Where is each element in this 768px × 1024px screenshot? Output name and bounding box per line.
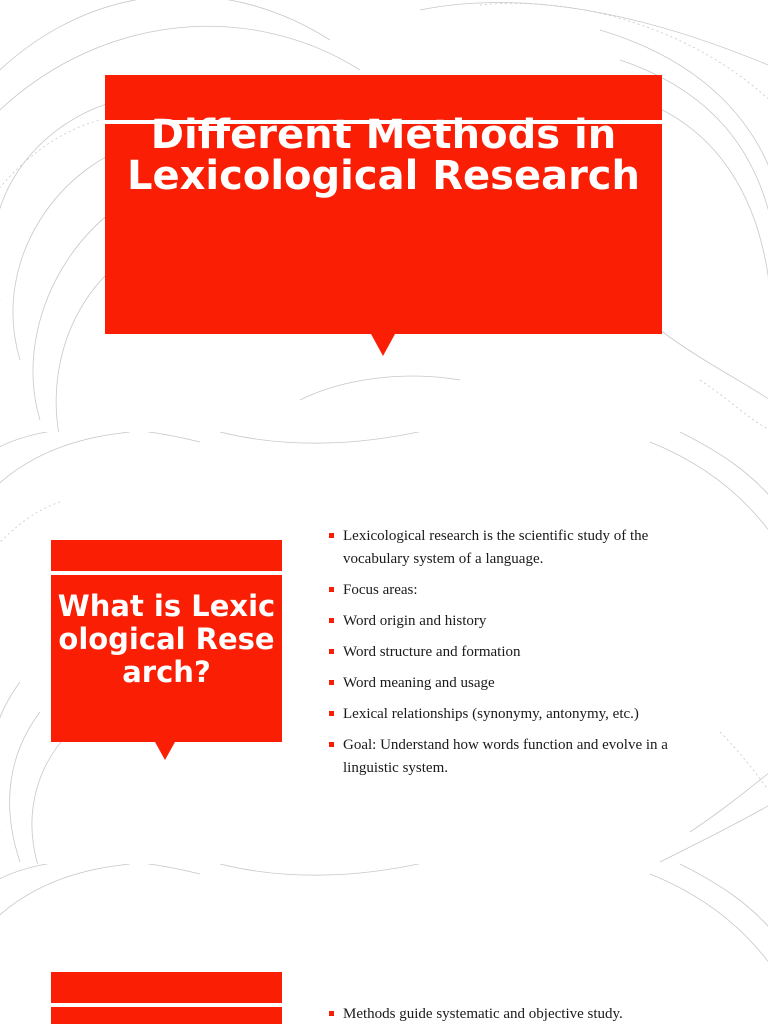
bullet-text: Word structure and formation — [343, 644, 521, 660]
bullet-item — [329, 579, 709, 602]
title-stripe — [51, 571, 282, 575]
bullet-text: Lexicological research is the scientific study of the vocabulary system of a language. — [343, 528, 649, 567]
slide-1 — [0, 0, 768, 432]
title-box — [105, 75, 662, 334]
bullet-item — [329, 525, 709, 571]
bullet-text: Lexical relationships (synonymy, antonymy, etc.) — [343, 706, 639, 722]
title-box — [51, 972, 282, 1024]
bullet-list — [329, 1003, 709, 1024]
bullet-item — [329, 703, 709, 726]
bullet-marker — [329, 587, 334, 592]
bullet-item — [329, 734, 709, 780]
bullet-marker — [329, 618, 334, 623]
slide-title: Different Methods in Lexicological Research — [127, 112, 640, 199]
bullet-marker — [329, 742, 334, 747]
title-stripe — [51, 1003, 282, 1007]
slide-3 — [0, 864, 768, 1024]
bullet-marker — [329, 1011, 334, 1016]
slide-2 — [0, 432, 768, 864]
title-pointer — [155, 742, 175, 760]
bullet-text: Word meaning and usage — [343, 675, 495, 691]
title-pointer — [371, 334, 395, 356]
bullet-text: Goal: Understand how words function and evolve in a linguistic system. — [343, 737, 668, 776]
bullet-item — [329, 610, 709, 633]
bullet-marker — [329, 711, 334, 716]
title-box — [51, 540, 282, 742]
bullet-marker — [329, 533, 334, 538]
bullet-item — [329, 1003, 709, 1024]
bullet-item — [329, 641, 709, 664]
bullet-text: Focus areas: — [343, 582, 418, 598]
bullet-text: Methods guide systematic and objective study. — [343, 1006, 623, 1022]
bullet-text: Word origin and history — [343, 613, 487, 629]
slide-title: What is Lexicological Research? — [57, 589, 276, 689]
bullet-marker — [329, 680, 334, 685]
bullet-list — [329, 525, 709, 788]
bullet-item — [329, 672, 709, 695]
bullet-marker — [329, 649, 334, 654]
